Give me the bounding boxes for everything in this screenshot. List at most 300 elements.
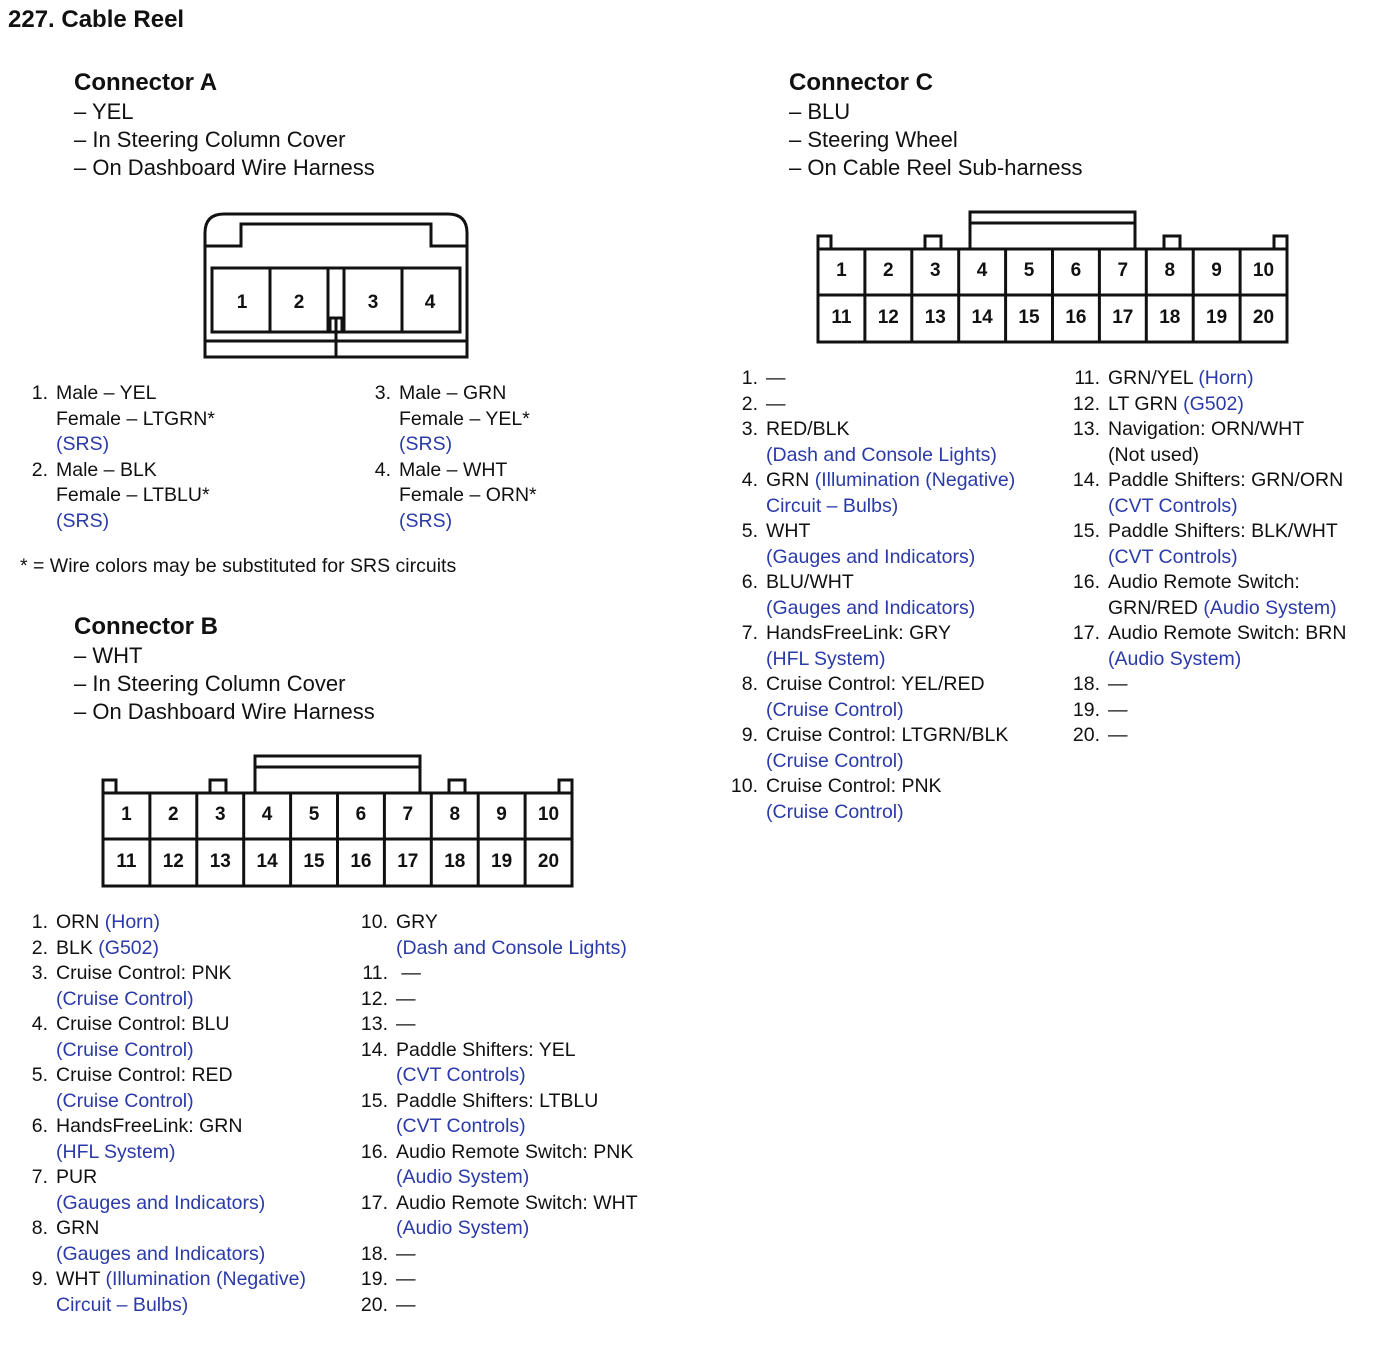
pin-number: 15. xyxy=(1072,520,1100,542)
pin-item xyxy=(726,519,1056,570)
connector-b-diagram xyxy=(96,750,580,892)
cavity-label: 17 xyxy=(397,851,419,872)
circuit-reference: (Gauges and Indicators) xyxy=(766,596,976,619)
wire-info: WHT xyxy=(56,1268,106,1290)
wire-info: GRY xyxy=(396,911,438,933)
pin-number: 18. xyxy=(1072,673,1100,695)
pin-line xyxy=(396,1089,598,1115)
wire-info: — xyxy=(396,1013,416,1035)
pin-item xyxy=(1066,366,1371,392)
cavity-label: 9 xyxy=(1211,260,1222,281)
pin-description xyxy=(1108,723,1128,749)
cavity-label: 5 xyxy=(308,804,320,825)
cavity-label: 8 xyxy=(1164,260,1176,281)
pin-item xyxy=(18,381,348,458)
cavity-label: 6 xyxy=(1070,260,1082,281)
pin-number: 20. xyxy=(1072,724,1100,746)
pin-line xyxy=(396,1267,416,1293)
pin-number: 8. xyxy=(31,1217,48,1239)
pin-number: 10. xyxy=(360,911,388,933)
cavity-label: 16 xyxy=(1065,307,1087,328)
circuit-reference: (Horn) xyxy=(104,911,161,933)
wire-info: Male – GRN xyxy=(399,382,507,404)
cavity-label: 3 xyxy=(215,804,226,825)
pin-number: 13. xyxy=(360,1013,388,1035)
connector-a-title: Connector A xyxy=(74,69,218,96)
pin-number: 15. xyxy=(360,1089,388,1112)
wire-info: — xyxy=(396,1268,416,1290)
pin-description xyxy=(56,1165,265,1216)
pin-item xyxy=(18,910,348,936)
pin-line xyxy=(56,1114,242,1140)
pin-item xyxy=(726,723,1056,774)
circuit-reference: (SRS) xyxy=(56,433,110,455)
pin-description xyxy=(766,774,942,825)
pin-description xyxy=(396,1267,416,1293)
pin-item xyxy=(352,961,682,987)
cavity-label: 12 xyxy=(162,851,184,872)
pin-line xyxy=(399,407,530,433)
pin-line xyxy=(396,987,416,1013)
connector-c-pins-left xyxy=(726,366,1056,825)
pin-description xyxy=(766,672,985,723)
pin-number: 4. xyxy=(741,469,758,491)
pin-item xyxy=(1066,417,1371,468)
pin-item xyxy=(1066,723,1371,749)
circuit-reference: (CVT Controls) xyxy=(1108,494,1238,517)
pin-item xyxy=(1066,468,1371,519)
pin-line xyxy=(396,1114,598,1140)
pin-line xyxy=(766,545,975,571)
cavity-label: 10 xyxy=(537,804,560,825)
pin-number: 2. xyxy=(31,936,48,959)
pin-description xyxy=(56,936,159,962)
pin-line xyxy=(766,443,997,469)
pin-number: 4. xyxy=(31,1013,48,1035)
pin-description xyxy=(1108,621,1346,672)
wire-info: Female – YEL* xyxy=(399,407,530,430)
pin-line xyxy=(1108,647,1346,673)
pin-description xyxy=(1108,570,1337,621)
cavity-label: 5 xyxy=(1023,260,1035,281)
pin-number: 19. xyxy=(1072,698,1100,721)
wire-info: Cruise Control: PNK xyxy=(56,962,232,984)
cavity-label: 8 xyxy=(449,804,461,825)
connector-a-cavity-label: 1 xyxy=(236,292,248,313)
circuit-reference: (Illumination (Negative) xyxy=(105,1268,306,1290)
pin-description xyxy=(1108,519,1338,570)
pin-description xyxy=(766,366,786,392)
pin-line xyxy=(1108,468,1343,494)
pin-line xyxy=(396,1191,638,1217)
circuit-reference: (Gauges and Indicators) xyxy=(56,1242,266,1265)
pin-number: 10. xyxy=(730,775,758,797)
circuit-reference: (CVT Controls) xyxy=(396,1064,526,1086)
wire-info: (Not used) xyxy=(1108,443,1200,466)
pin-item xyxy=(726,672,1056,723)
pin-item xyxy=(726,468,1056,519)
circuit-reference: (SRS) xyxy=(399,509,453,532)
pin-item xyxy=(352,987,682,1013)
pin-description xyxy=(1108,468,1343,519)
pin-line xyxy=(1108,417,1304,443)
pin-line xyxy=(396,1063,576,1089)
circuit-reference: (Gauges and Indicators) xyxy=(766,545,976,568)
pin-number: 7. xyxy=(31,1166,48,1188)
pin-number: 6. xyxy=(31,1115,48,1137)
circuit-reference: (Illumination (Negative) xyxy=(814,469,1016,491)
cavity-label: 13 xyxy=(924,307,946,328)
wire-info: WHT xyxy=(766,520,811,542)
pin-line xyxy=(396,1242,416,1268)
circuit-reference: (HFL System) xyxy=(766,647,886,670)
pin-number: 19. xyxy=(360,1268,388,1290)
pin-line xyxy=(766,570,975,596)
pin-line xyxy=(1108,723,1128,749)
connector-b-harness: – On Dashboard Wire Harness xyxy=(74,699,375,724)
cavity-label: 4 xyxy=(261,804,273,825)
cavity-label: 3 xyxy=(930,260,941,281)
wire-info: Audio Remote Switch: WHT xyxy=(396,1191,638,1214)
pin-line xyxy=(766,494,1015,520)
cavity-label: 15 xyxy=(303,851,325,872)
pin-item xyxy=(1066,672,1371,698)
pin-number: 3. xyxy=(374,382,391,404)
srs-footnote: * = Wire colors may be substituted for SRS circuits xyxy=(20,555,457,577)
pin-line xyxy=(56,483,210,509)
connector-c-header xyxy=(789,68,1083,182)
pin-description xyxy=(766,723,1008,774)
wire-info: Male – YEL xyxy=(56,382,157,404)
pin-line xyxy=(396,1293,416,1319)
circuit-reference: (Gauges and Indicators) xyxy=(56,1191,266,1214)
circuit-reference: (Audio System) xyxy=(396,1166,530,1188)
pin-line xyxy=(766,723,1008,749)
connector-a-cavity-label: 4 xyxy=(424,292,436,313)
cavity-label: 9 xyxy=(496,804,507,825)
pin-description xyxy=(56,1267,306,1318)
pin-item xyxy=(726,417,1056,468)
pin-description xyxy=(56,1114,242,1165)
pin-number: 2. xyxy=(31,458,48,481)
pin-item xyxy=(18,1012,348,1063)
pin-item xyxy=(352,1012,682,1038)
connector-c-harness: – On Cable Reel Sub-harness xyxy=(789,155,1083,180)
pin-line xyxy=(56,432,215,458)
pin-description xyxy=(766,570,975,621)
pin-line xyxy=(1108,570,1337,596)
pin-number: 17. xyxy=(1072,622,1100,644)
pin-item xyxy=(18,1267,348,1318)
pin-description xyxy=(56,910,160,936)
cavity-label: 20 xyxy=(1252,307,1275,328)
pin-description xyxy=(766,468,1015,519)
connector-a-top-notch xyxy=(205,224,467,246)
circuit-reference: (Cruise Control) xyxy=(56,1038,194,1061)
pin-description xyxy=(396,1293,416,1319)
circuit-reference: (Cruise Control) xyxy=(766,749,904,772)
pin-number: 18. xyxy=(360,1242,388,1265)
pin-description xyxy=(1108,417,1304,468)
pin-description xyxy=(396,1089,598,1140)
circuit-reference: (G502) xyxy=(98,936,159,959)
pin-item xyxy=(352,1089,682,1140)
pin-description xyxy=(56,1216,265,1267)
wire-info: — xyxy=(1108,698,1128,721)
pin-number: 20. xyxy=(360,1293,388,1316)
pin-description xyxy=(1108,392,1244,418)
pin-number: 5. xyxy=(741,520,758,542)
pin-number: 14. xyxy=(1072,469,1100,491)
wire-info: Cruise Control: LTGRN/BLK xyxy=(766,724,1009,746)
cavity-label: 10 xyxy=(1252,260,1275,281)
pin-number: 3. xyxy=(741,418,758,440)
wire-info: Audio Remote Switch: PNK xyxy=(396,1140,634,1163)
circuit-reference: (Cruise Control) xyxy=(766,800,904,823)
wire-info: HandsFreeLink: GRY xyxy=(766,622,951,644)
pin-description xyxy=(396,1140,633,1191)
pin-line xyxy=(1108,698,1128,724)
cavity-label: 11 xyxy=(116,851,137,872)
pin-line xyxy=(399,432,530,458)
connector-b-header xyxy=(74,612,375,726)
pin-line xyxy=(766,621,951,647)
circuit-reference: (CVT Controls) xyxy=(1108,545,1238,568)
pin-item xyxy=(361,381,691,458)
connector-a-pins-right xyxy=(361,381,691,534)
pin-line xyxy=(766,774,942,800)
pin-line xyxy=(399,381,530,407)
pin-description xyxy=(56,1012,229,1063)
pin-item xyxy=(18,1216,348,1267)
connector-a-cavity-label: 3 xyxy=(367,292,379,313)
circuit-reference: (Audio System) xyxy=(396,1217,530,1239)
connector-c-location: – Steering Wheel xyxy=(789,127,958,152)
pin-item xyxy=(1066,570,1371,621)
pin-item xyxy=(352,910,682,961)
pin-number: 1. xyxy=(741,367,758,389)
pin-line xyxy=(766,417,997,443)
pin-description xyxy=(766,621,951,672)
pin-number: 2. xyxy=(741,392,758,415)
pin-line xyxy=(399,483,537,509)
pin-line xyxy=(766,392,786,418)
connector-a-pins-left xyxy=(18,381,348,534)
wire-info: GRN xyxy=(766,469,815,491)
pin-description xyxy=(396,961,421,987)
connector-c-pins-right xyxy=(1066,366,1371,749)
pin-line xyxy=(396,1165,633,1191)
pin-item xyxy=(1066,621,1371,672)
wire-info: Female – LTBLU* xyxy=(56,484,210,506)
cavity-label: 20 xyxy=(537,851,560,872)
cavity-label: 18 xyxy=(444,851,466,872)
pin-item xyxy=(352,1140,682,1191)
pin-item xyxy=(1066,392,1371,418)
pin-line xyxy=(1108,392,1244,418)
wire-info: — xyxy=(396,962,421,984)
wire-info: Cruise Control: YEL/RED xyxy=(766,673,985,695)
wire-info: — xyxy=(396,1242,416,1265)
pin-line xyxy=(396,1038,576,1064)
pin-number: 9. xyxy=(31,1268,48,1290)
wire-info: ORN xyxy=(56,911,105,933)
pin-line xyxy=(1108,672,1128,698)
pin-item xyxy=(18,1063,348,1114)
wire-info: GRN/YEL xyxy=(1108,367,1199,389)
connector-b-pins-left xyxy=(18,910,348,1318)
wire-info: — xyxy=(766,367,786,389)
wire-info: Navigation: ORN/WHT xyxy=(1108,418,1305,440)
connector-c-diagram xyxy=(811,206,1295,348)
pin-line xyxy=(56,509,210,535)
pin-description xyxy=(766,519,975,570)
wire-info: Cruise Control: PNK xyxy=(766,775,942,797)
wire-info: — xyxy=(396,1293,416,1316)
pin-line xyxy=(396,936,627,962)
pin-description xyxy=(56,961,232,1012)
connector-a-harness: – On Dashboard Wire Harness xyxy=(74,155,375,180)
pin-item xyxy=(726,570,1056,621)
pin-line xyxy=(396,1216,638,1242)
pin-item xyxy=(18,458,348,535)
cavity-label: 1 xyxy=(836,260,847,281)
wire-info: — xyxy=(766,392,786,415)
circuit-reference: (Dash and Console Lights) xyxy=(396,936,627,959)
connector-a-color: – YEL xyxy=(74,99,134,124)
pin-description xyxy=(396,1038,576,1089)
cavity-label: 19 xyxy=(491,851,513,872)
pin-line xyxy=(399,458,537,484)
pin-item xyxy=(361,458,691,535)
pin-item xyxy=(1066,519,1371,570)
connector-b-labels-row1 xyxy=(121,804,559,825)
circuit-reference: (Cruise Control) xyxy=(56,1089,194,1112)
circuit-reference: (Cruise Control) xyxy=(56,987,194,1010)
pin-item xyxy=(18,1165,348,1216)
cavity-label: 12 xyxy=(877,307,899,328)
pin-line xyxy=(56,1012,229,1038)
pin-line xyxy=(56,1063,233,1089)
pin-description xyxy=(1108,672,1128,698)
pin-number: 1. xyxy=(31,382,48,404)
cavity-label: 19 xyxy=(1206,307,1228,328)
pin-item xyxy=(352,1242,682,1268)
pin-item xyxy=(352,1267,682,1293)
pin-line xyxy=(1108,494,1343,520)
cavity-label: 2 xyxy=(883,260,894,281)
pin-line xyxy=(1108,366,1254,392)
circuit-reference: (Cruise Control) xyxy=(766,698,904,721)
pin-number: 4. xyxy=(374,458,391,481)
pin-line xyxy=(766,366,786,392)
pin-line xyxy=(56,1089,233,1115)
pin-description xyxy=(399,458,537,535)
pin-line xyxy=(1108,596,1337,622)
pin-number: 17. xyxy=(360,1191,388,1214)
pin-number: 14. xyxy=(360,1038,388,1061)
cavity-label: 14 xyxy=(971,307,993,328)
pin-number: 12. xyxy=(360,987,388,1010)
pin-number: 6. xyxy=(741,571,758,593)
pin-description xyxy=(396,910,627,961)
pin-description xyxy=(56,1063,233,1114)
cavity-label: 7 xyxy=(1117,260,1129,281)
wire-info: Paddle Shifters: LTBLU xyxy=(396,1089,599,1112)
pin-description xyxy=(766,392,786,418)
pin-number: 13. xyxy=(1072,418,1100,440)
pin-line xyxy=(766,800,942,826)
pin-line xyxy=(766,647,951,673)
connector-a-location: – In Steering Column Cover xyxy=(74,127,346,152)
pin-line xyxy=(766,698,985,724)
wire-info: HandsFreeLink: GRN xyxy=(56,1115,243,1137)
wire-info: PUR xyxy=(56,1166,98,1188)
pin-line xyxy=(56,961,232,987)
pin-description xyxy=(56,381,215,458)
wire-info: BLK xyxy=(56,936,99,959)
wire-info: — xyxy=(1108,724,1128,746)
pin-line xyxy=(1108,621,1346,647)
cavity-label: 7 xyxy=(402,804,414,825)
cavity-label: 15 xyxy=(1018,307,1040,328)
pin-number: 5. xyxy=(31,1064,48,1086)
cavity-label: 1 xyxy=(121,804,132,825)
wire-info: Audio Remote Switch: BRN xyxy=(1108,622,1347,644)
connector-b-pins-right xyxy=(352,910,682,1318)
pin-description xyxy=(399,381,530,458)
pin-number: 3. xyxy=(31,962,48,984)
connector-c-housing-top xyxy=(818,212,1287,249)
wire-info: — xyxy=(396,987,416,1010)
cavity-label: 13 xyxy=(209,851,231,872)
pin-item xyxy=(18,1114,348,1165)
cavity-label: 14 xyxy=(256,851,278,872)
cavity-label: 11 xyxy=(831,307,852,328)
cavity-label: 4 xyxy=(976,260,988,281)
connector-a-diagram xyxy=(198,208,474,362)
wire-info: GRN/RED xyxy=(1108,596,1204,619)
circuit-reference: (SRS) xyxy=(56,509,110,532)
cavity-label: 2 xyxy=(168,804,179,825)
cavity-label: 16 xyxy=(350,851,372,872)
pin-line xyxy=(396,910,627,936)
pin-number: 1. xyxy=(31,911,48,933)
circuit-reference: (HFL System) xyxy=(56,1140,176,1163)
pin-line xyxy=(56,407,215,433)
pin-line xyxy=(56,936,159,962)
pin-description xyxy=(766,417,997,468)
pin-description xyxy=(396,1012,416,1038)
circuit-reference: (Horn) xyxy=(1198,367,1254,389)
wire-info: Male – BLK xyxy=(56,458,157,481)
pin-line xyxy=(766,519,975,545)
circuit-reference: (Dash and Console Lights) xyxy=(766,443,997,466)
pin-item xyxy=(352,1293,682,1319)
wire-info: Paddle Shifters: GRN/ORN xyxy=(1108,469,1344,491)
wire-info: Female – LTGRN* xyxy=(56,407,215,430)
wire-info: Cruise Control: RED xyxy=(56,1064,233,1086)
pin-line xyxy=(56,910,160,936)
pin-line xyxy=(56,1216,265,1242)
pin-number: 11. xyxy=(1074,367,1100,389)
wire-info: RED/BLK xyxy=(766,418,850,440)
circuit-reference: Circuit – Bulbs) xyxy=(766,494,899,517)
connector-b-location: – In Steering Column Cover xyxy=(74,671,346,696)
pin-line xyxy=(396,1140,633,1166)
pin-description xyxy=(396,1242,416,1268)
pin-line xyxy=(56,1191,265,1217)
